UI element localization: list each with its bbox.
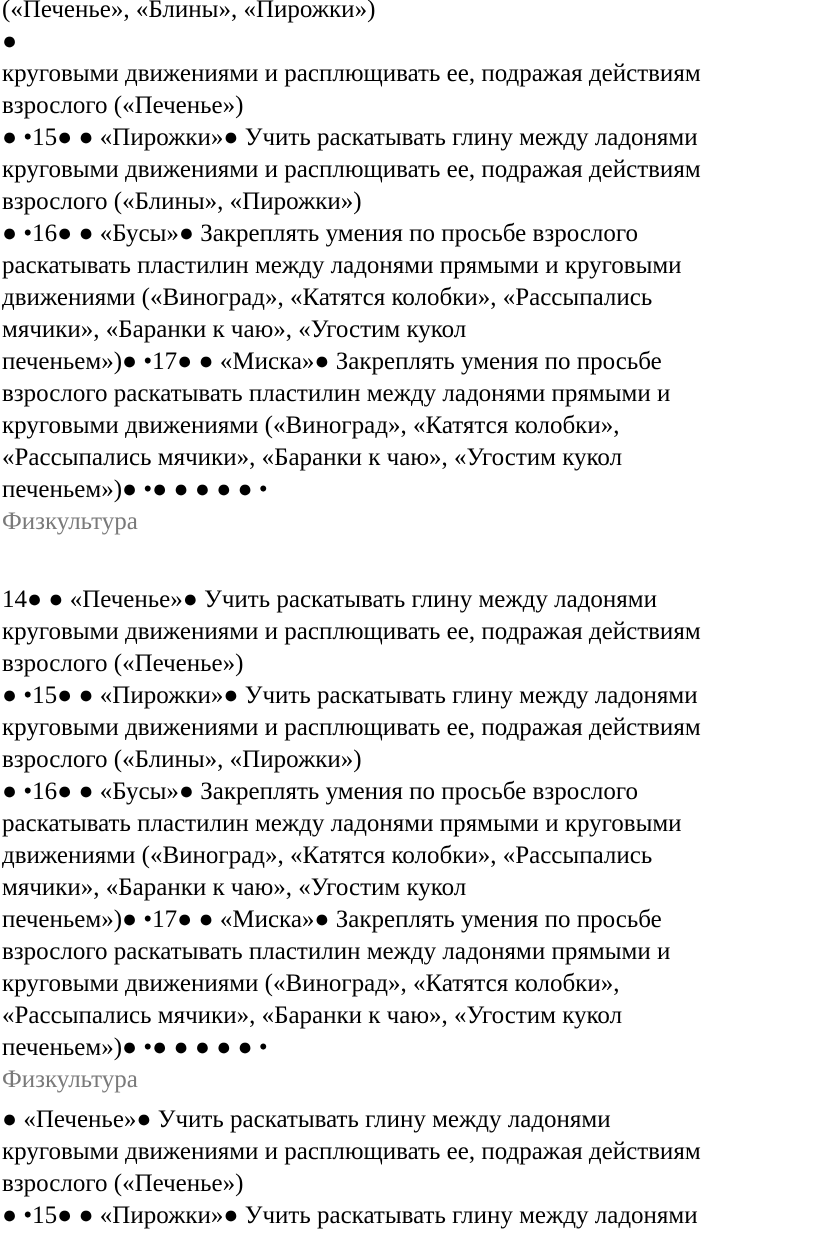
text-line: круговыми движениями и расплющивать ее, подражая действиям: [2, 156, 701, 183]
text-line: движениями («Виноград», «Катятся колобки», «Рассыпались: [2, 842, 653, 869]
text-line: взрослого («Печенье»): [2, 92, 244, 119]
text-line: печеньем»)● •17● ● «Миска»● Закреплять умения по просьбе: [2, 348, 662, 375]
text-line: круговыми движениями и расплющивать ее, подражая действиям: [2, 714, 701, 741]
spacer: [2, 1096, 812, 1104]
text-line: ● •15● ● «Пирожки»● Учить раскатывать глину между ладонями: [2, 124, 698, 151]
lesson-block-1: [2, 0, 812, 538]
spacer: [2, 570, 812, 584]
text-line: взрослого раскатывать пластилин между ладонями прямыми и: [2, 938, 671, 965]
text-line: круговыми движениями и расплющивать ее, подражая действиям: [2, 1138, 701, 1165]
text-line: взрослого раскатывать пластилин между ладонями прямыми и: [2, 380, 671, 407]
text-line: движениями («Виноград», «Катятся колобки», «Рассыпались: [2, 284, 653, 311]
text-line: взрослого («Печенье»): [2, 1170, 244, 1197]
text-line: раскатывать пластилин между ладонями прямыми и круговыми: [2, 810, 682, 837]
text-line: мячики», «Баранки к чаю», «Угостим кукол: [2, 316, 467, 343]
text-line: («Печенье», «Блины», «Пирожки»): [2, 0, 376, 23]
text-line: ● •15● ● «Пирожки»● Учить раскатывать глину между ладонями: [2, 1202, 698, 1229]
text-line: круговыми движениями («Виноград», «Катятся колобки»,: [2, 970, 620, 997]
text-line: взрослого («Печенье»): [2, 650, 244, 677]
section-caption: Физкультура: [2, 508, 138, 535]
text-line: ● «Печенье»● Учить раскатывать глину между ладонями: [2, 1106, 611, 1133]
bullet-line: ●: [2, 28, 18, 55]
text-line: 14● ● «Печенье»● Учить раскатывать глину между ладонями: [2, 586, 657, 613]
lesson-block-2: [2, 584, 812, 1096]
text-line: ● •16● ● «Бусы»● Закреплять умения по просьбе взрослого: [2, 778, 639, 805]
text-line: ● •16● ● «Бусы»● Закреплять умения по просьбе взрослого: [2, 220, 639, 247]
spacer: [2, 538, 812, 570]
text-line: взрослого («Блины», «Пирожки»): [2, 746, 362, 773]
text-line: круговыми движениями и расплющивать ее, подражая действиям: [2, 60, 701, 87]
text-line: мячики», «Баранки к чаю», «Угостим кукол: [2, 874, 467, 901]
lesson-block-3: [2, 1104, 812, 1232]
text-line: взрослого («Блины», «Пирожки»): [2, 188, 362, 215]
text-line: печеньем»)● •● ● ● ● ● •: [2, 476, 268, 503]
section-caption: Физкультура: [2, 1066, 138, 1093]
text-line: ● •15● ● «Пирожки»● Учить раскатывать глину между ладонями: [2, 682, 698, 709]
text-line: круговыми движениями («Виноград», «Катятся колобки»,: [2, 412, 620, 439]
text-line: «Рассыпались мячики», «Баранки к чаю», «Угостим кукол: [2, 444, 623, 471]
text-line: печеньем»)● •17● ● «Миска»● Закреплять умения по просьбе: [2, 906, 662, 933]
text-line: «Рассыпались мячики», «Баранки к чаю», «Угостим кукол: [2, 1002, 623, 1029]
document-page: [2, 0, 812, 1232]
text-line: круговыми движениями и расплющивать ее, подражая действиям: [2, 618, 701, 645]
text-line: раскатывать пластилин между ладонями прямыми и круговыми: [2, 252, 682, 279]
text-line: печеньем»)● •● ● ● ● ● •: [2, 1034, 268, 1061]
